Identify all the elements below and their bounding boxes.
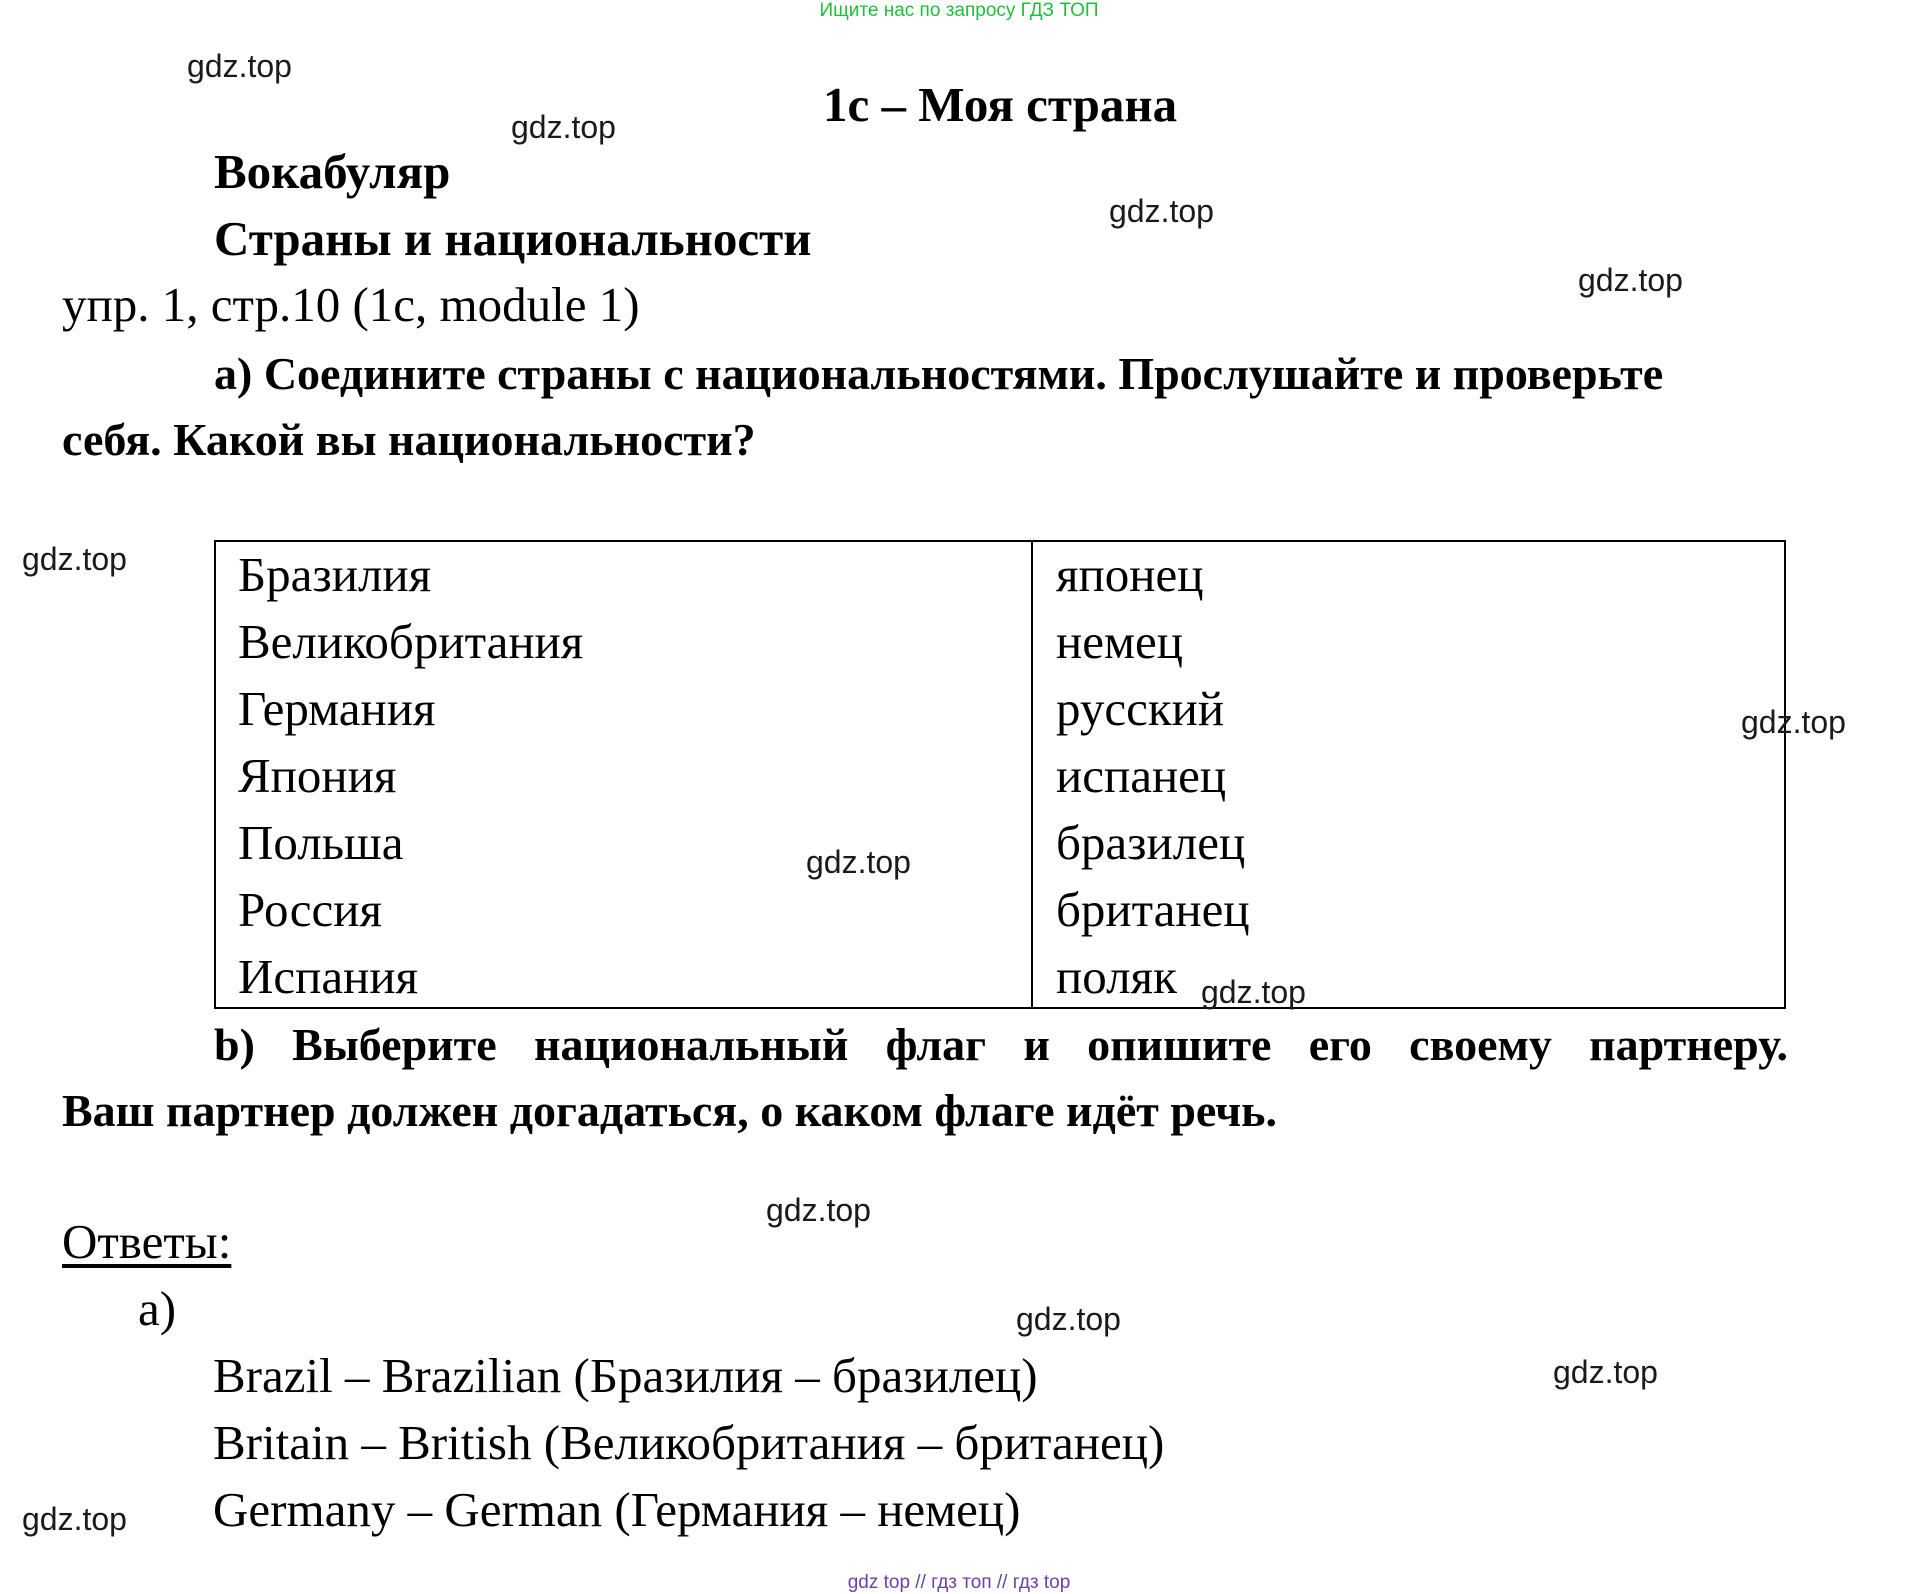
task-a (62, 341, 1788, 473)
task-b (62, 1012, 1788, 1144)
heading-vocabulary: Вокабуляр (214, 144, 451, 199)
watermark: gdz.top (1109, 193, 1214, 229)
task-a-line-1: a) Соедините страны с национальностями. Прослушайте и проверьте (214, 348, 1664, 399)
exercise-reference: упр. 1, стр.10 (1c, module 1) (62, 277, 640, 332)
watermark: gdz.top (22, 541, 127, 577)
matching-table (214, 540, 1786, 1009)
watermark: gdz.top (806, 844, 911, 880)
nationality-cell: испанец (1056, 748, 1227, 803)
watermark: gdz.top (1553, 1354, 1658, 1390)
answers-label: Ответы: (62, 1214, 232, 1269)
country-cell: Бразилия (238, 547, 432, 602)
country-cell: Польша (238, 815, 404, 870)
country-cell: Испания (238, 949, 419, 1004)
top-banner[interactable]: Ищите нас по запросу ГДЗ ТОП (819, 0, 1099, 21)
task-a-line-2: себя. Какой вы национальности? (62, 414, 756, 465)
answer-line: Brazil – Brazilian (Бразилия – бразилец) (213, 1348, 1038, 1403)
nationality-cell: японец (1056, 547, 1204, 602)
watermark: gdz.top (187, 48, 292, 84)
nationality-cell: немец (1056, 614, 1183, 669)
country-cell: Россия (238, 882, 383, 937)
bottom-banner[interactable]: gdz top // гдз топ // гдз top (847, 1572, 1071, 1593)
answer-line: Germany – German (Германия – немец) (213, 1482, 1021, 1537)
task-b-line-2: Ваш партнер должен догадаться, о каком флаге идёт речь. (62, 1085, 1277, 1136)
heading-countries-nationalities: Страны и национальности (214, 211, 812, 266)
watermark: gdz.top (1741, 704, 1846, 740)
watermark: gdz.top (1201, 974, 1306, 1010)
table-divider (1031, 542, 1033, 1007)
watermark: gdz.top (22, 1501, 127, 1537)
country-cell: Германия (238, 681, 436, 736)
task-b-line-1: b) Выберите национальный флаг и опишите его своему партнеру. (214, 1019, 1788, 1070)
page-title: 1c – Моя страна (823, 77, 1178, 132)
nationality-cell: британец (1056, 882, 1250, 937)
nationality-cell: поляк (1056, 949, 1177, 1004)
watermark: gdz.top (1016, 1301, 1121, 1337)
nationality-cell: русский (1056, 681, 1225, 736)
watermark: gdz.top (511, 109, 616, 145)
answer-a-label: a) (138, 1281, 177, 1336)
country-cell: Япония (238, 748, 397, 803)
answer-line: Britain – British (Великобритания – британец) (213, 1415, 1165, 1470)
watermark: gdz.top (1578, 262, 1683, 298)
watermark: gdz.top (766, 1192, 871, 1228)
nationality-cell: бразилец (1056, 815, 1246, 870)
country-cell: Великобритания (238, 614, 584, 669)
